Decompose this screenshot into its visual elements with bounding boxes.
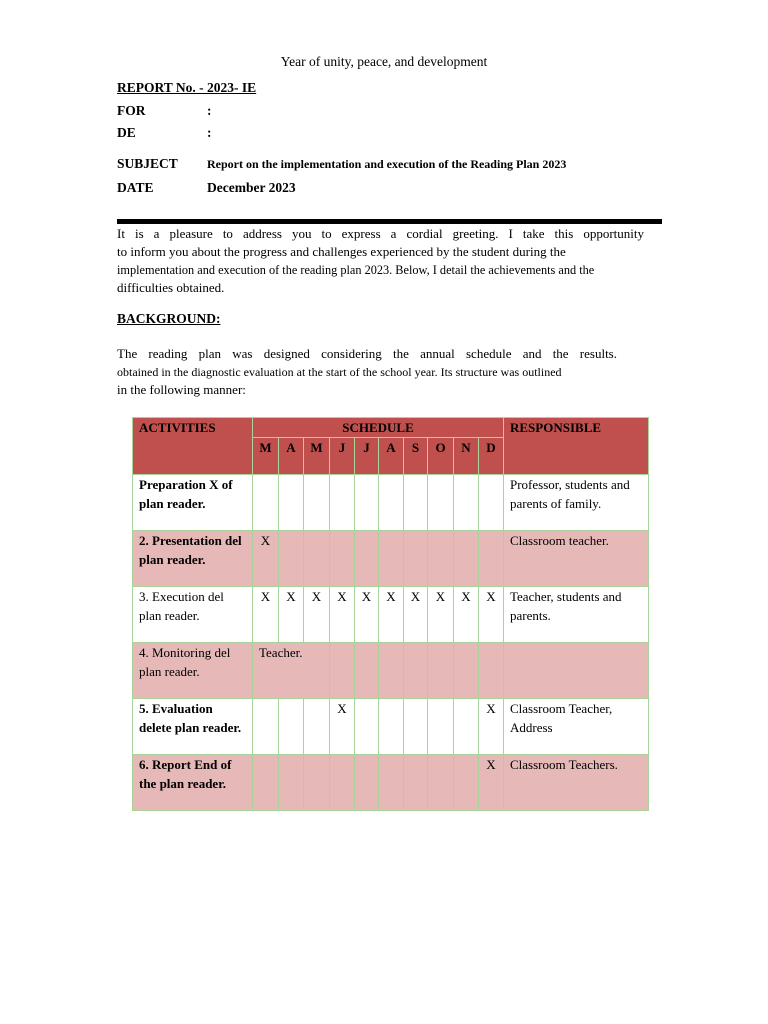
de-line: [117, 125, 212, 141]
subject-line: [117, 156, 566, 172]
date-value: December 2023: [207, 180, 296, 195]
background-paragraph: [117, 345, 617, 399]
schedule-cell: [404, 643, 428, 699]
month-header: A: [379, 438, 404, 475]
responsible-cell: Classroom Teacher, Address: [504, 699, 649, 755]
activity-cell: Preparation X of plan reader.: [133, 475, 253, 531]
schedule-cell: [304, 531, 330, 587]
month-header: M: [304, 438, 330, 475]
for-value: :: [207, 103, 212, 118]
month-header: J: [355, 438, 379, 475]
table-row: [133, 587, 649, 643]
schedule-cell: X: [428, 587, 454, 643]
month-header: M: [253, 438, 279, 475]
table-row: [133, 643, 649, 699]
schedule-cell: [253, 475, 279, 531]
schedule-cell: X: [253, 587, 279, 643]
schedule-cell: [404, 755, 428, 811]
schedule-cell: X: [330, 587, 355, 643]
month-header: O: [428, 438, 454, 475]
schedule-cell: [404, 475, 428, 531]
schedule-cell: [479, 475, 504, 531]
schedule-cell: X: [404, 587, 428, 643]
responsible-cell: Classroom Teachers.: [504, 755, 649, 811]
schedule-cell: [304, 699, 330, 755]
schedule-cell: [330, 531, 355, 587]
schedule-cell: X: [379, 587, 404, 643]
schedule-cell: X: [253, 531, 279, 587]
report-number: REPORT No. - 2023- IE: [117, 80, 257, 95]
schedule-cell: [428, 755, 454, 811]
responsible-header: RESPONSIBLE: [504, 418, 649, 475]
subject-value: Report on the implementation and execution of the Reading Plan 2023: [207, 157, 567, 171]
background-line: obtained in the diagnostic evaluation at the start of the school year. Its structure was outlined: [117, 365, 562, 379]
schedule-cell: [355, 475, 379, 531]
schedule-cell: X: [330, 699, 355, 755]
de-label: DE: [117, 125, 136, 140]
month-header: S: [404, 438, 428, 475]
date-label: DATE: [117, 180, 154, 195]
table-row: [133, 755, 649, 811]
schedule-cell: [428, 531, 454, 587]
schedule-cell: [330, 755, 355, 811]
schedule-cell: [454, 531, 479, 587]
schedule-cell: [428, 699, 454, 755]
schedule-cell: [454, 755, 479, 811]
intro-line: It is a pleasure to address you to express a cordial greeting. I take this opportunity: [117, 226, 644, 241]
schedule-cell: X: [479, 755, 504, 811]
schedule-cell: [428, 643, 454, 699]
activity-cell: 4. Monitoring del plan reader.: [133, 643, 253, 699]
schedule-cell: [379, 475, 404, 531]
responsible-cell: Classroom teacher.: [504, 531, 649, 587]
schedule-cell: [379, 755, 404, 811]
activity-cell: 5. Evaluation delete plan reader.: [133, 699, 253, 755]
schedule-cell: [253, 755, 279, 811]
schedule-cell: [304, 755, 330, 811]
background-line: The reading plan was designed considering the annual schedule and the results.: [117, 346, 617, 361]
schedule-cell: [379, 699, 404, 755]
schedule-cell: [330, 643, 355, 699]
table-row: [133, 531, 649, 587]
schedule-cell: X: [479, 699, 504, 755]
schedule-cell: [454, 475, 479, 531]
schedule-cell: [404, 699, 428, 755]
schedule-cell: [304, 475, 330, 531]
schedule-cell: [279, 755, 304, 811]
table-row: [133, 699, 649, 755]
activity-cell: 3. Execution del plan reader.: [133, 587, 253, 643]
schedule-cell: [454, 643, 479, 699]
for-label: FOR: [117, 103, 146, 118]
responsible-cell: Professor, students and parents of family.: [504, 475, 649, 531]
month-header: A: [279, 438, 304, 475]
table-header-row: [133, 418, 649, 438]
schedule-cell: [355, 699, 379, 755]
schedule-cell: [355, 643, 379, 699]
subject-label: SUBJECT: [117, 156, 178, 171]
intro-line: to inform you about the progress and challenges experienced by the student during the: [117, 244, 566, 259]
responsible-cell: Teacher, students and parents.: [504, 587, 649, 643]
schedule-cell: [279, 531, 304, 587]
month-header: N: [454, 438, 479, 475]
schedule-cell: X: [454, 587, 479, 643]
activity-cell: 2. Presentation del plan reader.: [133, 531, 253, 587]
schedule-cell: Teacher.: [253, 643, 330, 699]
schedule-cell: X: [279, 587, 304, 643]
schedule-cell: [379, 531, 404, 587]
activities-header: ACTIVITIES: [133, 418, 253, 475]
schedule-cell: [330, 475, 355, 531]
background-heading: BACKGROUND:: [117, 311, 221, 326]
header-divider: [117, 219, 662, 224]
document-motto: Year of unity, peace, and development: [280, 54, 488, 69]
schedule-cell: [404, 531, 428, 587]
date-line: [117, 180, 296, 196]
month-header: J: [330, 438, 355, 475]
schedule-cell: [428, 475, 454, 531]
schedule-header: SCHEDULE: [253, 418, 504, 438]
schedule-cell: X: [355, 587, 379, 643]
background-line: in the following manner:: [117, 382, 246, 397]
schedule-cell: X: [479, 587, 504, 643]
schedule-cell: [279, 699, 304, 755]
reading-plan-table: [132, 417, 649, 811]
intro-line: difficulties obtained.: [117, 280, 225, 295]
schedule-cell: [253, 699, 279, 755]
schedule-cell: [379, 643, 404, 699]
schedule-cell: [279, 475, 304, 531]
table-row: [133, 475, 649, 531]
for-line: [117, 103, 212, 119]
schedule-cell: [355, 531, 379, 587]
month-header: D: [479, 438, 504, 475]
schedule-cell: [454, 699, 479, 755]
de-value: :: [207, 125, 212, 140]
schedule-cell: [479, 531, 504, 587]
intro-paragraph: [117, 225, 644, 297]
schedule-cell: X: [304, 587, 330, 643]
responsible-cell: [504, 643, 649, 699]
schedule-cell: [479, 643, 504, 699]
intro-line: implementation and execution of the reading plan 2023. Below, I detail the achievements and the: [117, 263, 595, 277]
activity-cell: 6. Report End of the plan reader.: [133, 755, 253, 811]
schedule-cell: [355, 755, 379, 811]
